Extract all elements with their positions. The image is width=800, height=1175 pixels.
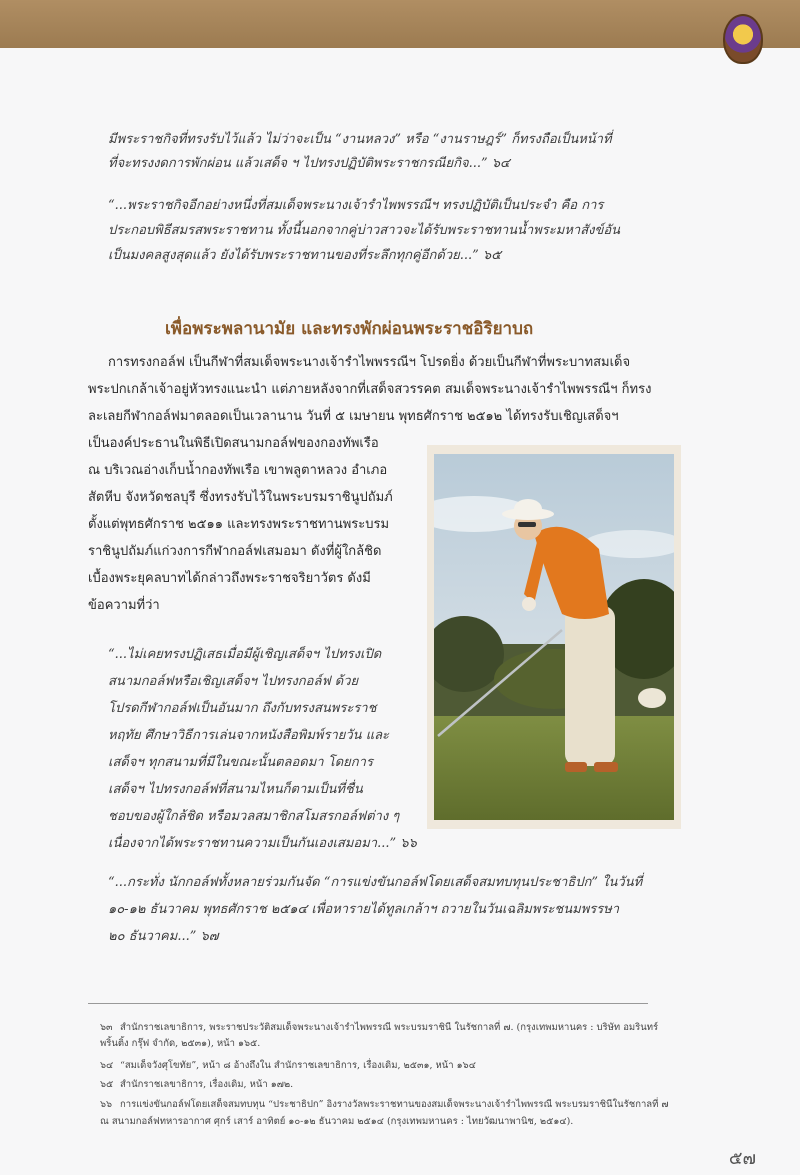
quote-3-line-7: ชอบของผู้ใกล้ชิด หรือมวลสมาชิกสโมสรกอล์ฟต่าง ๆ	[108, 809, 400, 824]
footnote-65-line-1: สำนักราชเลขาธิการ, เรื่องเดิม, หน้า ๑๗๒.	[120, 1079, 294, 1090]
footnote-66-number: ๖๖	[100, 1099, 113, 1110]
body-line-2: พระปกเกล้าเจ้าอยู่หัวทรงแนะนำ แต่ภายหลังจากที่เสด็จสวรรคต สมเด็จพระนางเจ้ารำไพพรรณีฯ ก็ทรง	[88, 382, 652, 397]
quote-4-line-3: ๒๐ ธันวาคม...” ๖๗	[108, 929, 219, 944]
quote-1-line-2: ที่จะทรงงดการพักผ่อน แล้วเสด็จ ฯ ไปทรงปฏิบัติพระราชกรณียกิจ...” ๖๔	[108, 156, 510, 171]
quote-4-line-2: ๑๐-๑๒ ธันวาคม พุทธศักราช ๒๕๑๔ เพื่อหารายได้ทูลเกล้าฯ ถวายในวันเฉลิมพระชนมพรรษา	[108, 902, 620, 917]
golfer-photo	[434, 454, 674, 820]
body-line-3: ละเลยกีฬากอล์ฟมาตลอดเป็นเวลานาน วันที่ ๕ เมษายน พุทธศักราช ๒๕๑๒ ได้ทรงรับเชิญเสด็จฯ	[88, 409, 619, 424]
footnote-divider	[88, 1003, 648, 1004]
footnote-66-line-1: การแข่งขันกอล์ฟโดยเสด็จสมทบทุน “ประชาธิปก” อิงรางวัลพระราชทานของสมเด็จพระนางเจ้ารำไพพรรณี พระบรมราชินีในรัชกาลที่ ๗	[120, 1099, 669, 1110]
footnote-63-line-2: พริ้นติ้ง กรุ๊ฟ จำกัด, ๒๕๓๑), หน้า ๑๖๕.	[100, 1038, 261, 1049]
quote-2-line-3: เป็นมงคลสูงสุดแล้ว ยังได้รับพระราชทานของที่ระลึกทุกคู่อีกด้วย...” ๖๕	[108, 248, 502, 263]
footnote-63-line-1: สำนักราชเลขาธิการ, พระราชประวัติสมเด็จพระนางเจ้ารำไพพรรณี พระบรมราชินี ในรัชกาลที่ ๗. (กรุงเทพมหานคร : บริษัท อมรินทร์	[120, 1022, 659, 1033]
quote-3-line-3: โปรดกีฬากอล์ฟเป็นอันมาก ถึงกับทรงสนพระราช	[108, 701, 377, 716]
quote-3-line-1: “...ไม่เคยทรงปฏิเสธเมื่อมีผู้เชิญเสด็จฯ ไปทรงเปิด	[108, 647, 382, 662]
quote-3-line-4: หฤทัย ศึกษาวิธีการเล่นจากหนังสือพิมพ์รายวัน และ	[108, 728, 390, 743]
body-line-5: ณ บริเวณอ่างเก็บน้ำกองทัพเรือ เขาพลูตาหลวง อำเภอ	[88, 463, 388, 478]
body-line-1: การทรงกอล์ฟ เป็นกีฬาที่สมเด็จพระนางเจ้ารำไพพรรณีฯ โปรดยิ่ง ด้วยเป็นกีฬาที่พระบาทสมเด็จ	[108, 355, 631, 370]
quote-2-line-1: “...พระราชกิจอีกอย่างหนึ่งที่สมเด็จพระนางเจ้ารำไพพรรณีฯ ทรงปฏิบัติเป็นประจำ คือ การ	[108, 198, 604, 213]
top-banner	[0, 0, 800, 48]
body-line-10: ข้อความที่ว่า	[88, 598, 160, 613]
section-heading: เพื่อพระพลานามัย และทรงพักผ่อนพระราชอิริยาบถ	[165, 319, 534, 339]
body-line-9: เบื้องพระยุคลบาทได้กล่าวถึงพระราชจริยาวัตร ดังมี	[88, 571, 371, 586]
quote-4-line-1: “...กระทั่ง นักกอล์ฟทั้งหลายร่วมกันจัด “การแข่งขันกอล์ฟโดยเสด็จสมทบทุนประชาธิปก” ในวันที่	[108, 875, 643, 890]
quote-1-line-1: มีพระราชกิจที่ทรงรับไว้แล้ว ไม่ว่าจะเป็น “งานหลวง” หรือ “งานราษฎร์” ก็ทรงถือเป็นหน้าที่	[108, 132, 612, 147]
footnote-64-number: ๖๔	[100, 1060, 114, 1071]
body-line-8: ราชินูปถัมภ์แก่วงการกีฬากอล์ฟเสมอมา ดังที่ผู้ใกล้ชิด	[88, 544, 382, 559]
footnote-65-number: ๖๕	[100, 1079, 114, 1090]
quote-3-line-8: เนื่องจากได้พระราชทานความเป็นกันเองเสมอมา...” ๖๖	[108, 836, 417, 851]
quote-2-line-2: ประกอบพิธีสมรสพระราชทาน ทั้งนี้นอกจากคู่บ่าวสาวจะได้รับพระราชทานน้ำพระมหาสังข์อัน	[108, 223, 621, 238]
footnote-64-line-1: “สมเด็จวังศุโขทัย”, หน้า ๘ อ้างถึงใน สำนักราชเลขาธิการ, เรื่องเดิม, ๒๕๓๑, หน้า ๑๖๔	[120, 1060, 476, 1071]
quote-3-line-2: สนามกอล์ฟหรือเชิญเสด็จฯ ไปทรงกอล์ฟ ด้วย	[108, 674, 359, 689]
footnote-66-line-2: ณ สนามกอล์ฟทหารอากาศ ศุกร์ เสาร์ อาทิตย์ ๑๐-๑๒ ธันวาคม ๒๕๑๔ (กรุงเทพมหานคร : ไทยวัฒนาพานิช, ๒๕๑๔).	[100, 1116, 574, 1127]
quote-3-line-5: เสด็จฯ ทุกสนามที่มีในขณะนั้นตลอดมา โดยการ	[108, 755, 373, 770]
body-line-4: เป็นองค์ประธานในพิธีเปิดสนามกอล์ฟของกองทัพเรือ	[88, 436, 379, 451]
footnote-63-number: ๖๓	[100, 1022, 113, 1033]
page-number: ๕๗	[728, 1148, 756, 1169]
quote-3-line-6: เสด็จฯ ไปทรงกอล์ฟที่สนามไหนก็ตามเป็นที่ชื่น	[108, 782, 363, 797]
university-emblem-logo	[723, 14, 763, 64]
body-line-6: สัตหีบ จังหวัดชลบุรี ซึ่งทรงรับไว้ในพระบรมราชินูปถัมภ์	[88, 490, 393, 505]
golf-photo-frame	[427, 445, 681, 829]
body-line-7: ตั้งแต่พุทธศักราช ๒๕๑๑ และทรงพระราชทานพระบรม	[88, 517, 390, 532]
